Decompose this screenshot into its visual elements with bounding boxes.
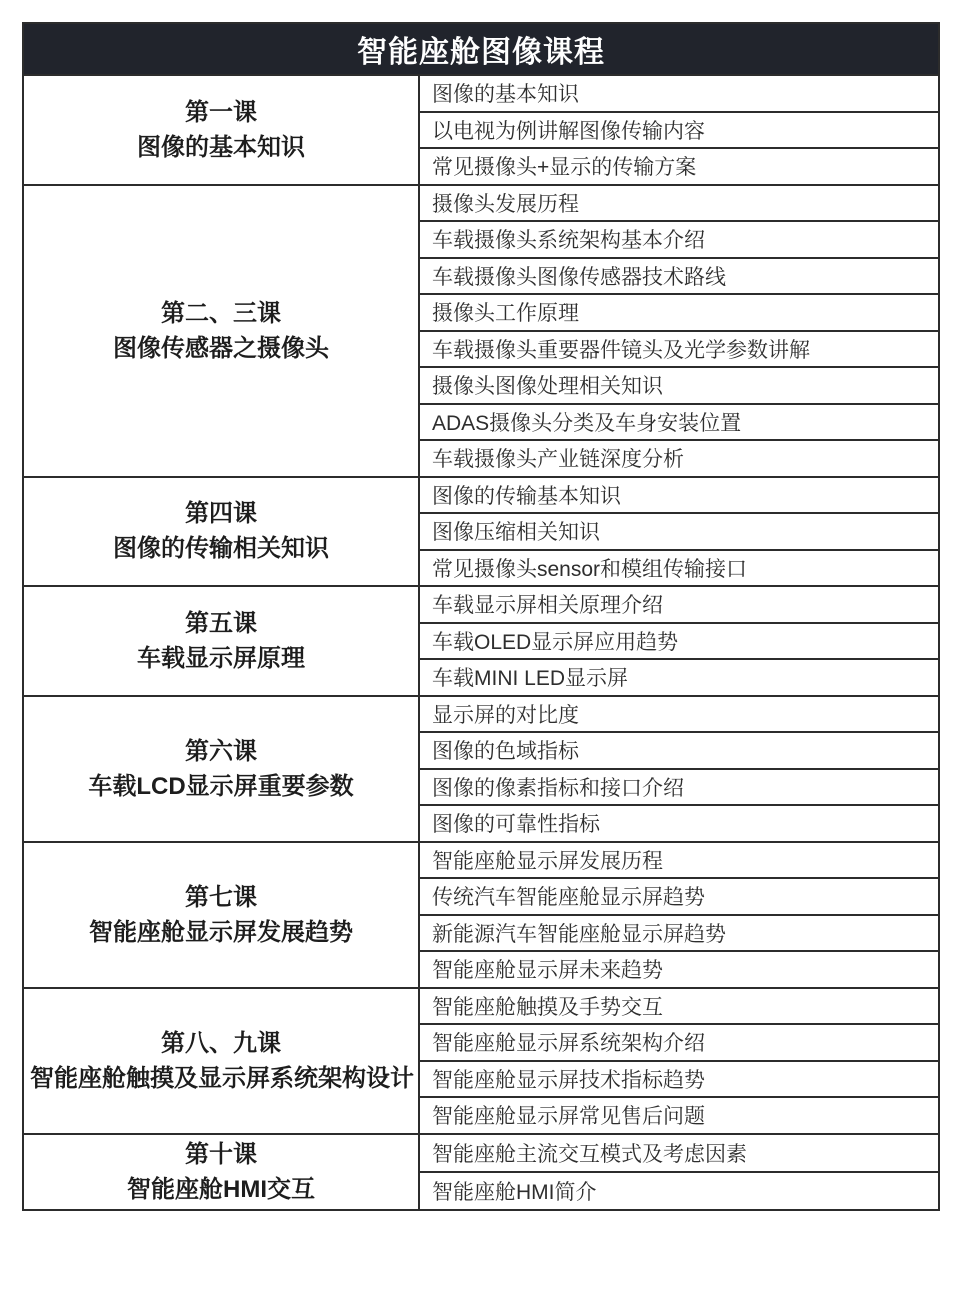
page-title: 智能座舱图像课程 (23, 23, 939, 75)
header-row (23, 23, 939, 75)
lesson-title-line: 第六课 (185, 737, 257, 765)
lesson-title-line: 智能座舱显示屏发展趋势 (89, 918, 353, 946)
table-row (23, 1134, 939, 1172)
topic-cell: 图像的可靠性指标 (419, 805, 939, 842)
lesson-cell (23, 586, 419, 696)
lesson-title-line: 第四课 (185, 500, 257, 528)
topic-cell: 车载摄像头图像传感器技术路线 (419, 258, 939, 295)
lesson-cell (23, 185, 419, 477)
course-table-body (23, 75, 939, 1210)
lesson-title-line: 第十课 (185, 1140, 257, 1168)
topic-cell: ADAS摄像头分类及车身安装位置 (419, 404, 939, 441)
table-row (23, 842, 939, 879)
lesson-title-line: 智能座舱触摸及显示屏系统架构设计 (30, 1064, 414, 1092)
topic-cell: 车载摄像头产业链深度分析 (419, 440, 939, 477)
topic-cell: 图像的基本知识 (419, 75, 939, 112)
lesson-title-line: 车载显示屏原理 (137, 644, 305, 672)
topic-cell: 摄像头发展历程 (419, 185, 939, 222)
lesson-title-line: 第二、三课 (161, 299, 281, 327)
topic-cell: 摄像头图像处理相关知识 (419, 367, 939, 404)
lesson-cell (23, 75, 419, 185)
lesson-title-line: 智能座舱HMI交互 (127, 1175, 315, 1203)
table-row (23, 75, 939, 112)
topic-cell: 智能座舱显示屏常见售后问题 (419, 1097, 939, 1134)
table-row (23, 696, 939, 733)
lesson-title-line: 第八、九课 (161, 1029, 281, 1057)
lesson-title-line: 车载LCD显示屏重要参数 (88, 772, 354, 800)
lesson-title-line: 第一课 (185, 98, 257, 126)
topic-cell: 智能座舱显示屏发展历程 (419, 842, 939, 879)
course-table (22, 22, 940, 1211)
topic-cell: 智能座舱主流交互模式及考虑因素 (419, 1134, 939, 1172)
table-row (23, 988, 939, 1025)
lesson-cell (23, 477, 419, 587)
topic-cell: 智能座舱触摸及手势交互 (419, 988, 939, 1025)
topic-cell: 车载MINI LED显示屏 (419, 659, 939, 696)
topic-cell: 新能源汽车智能座舱显示屏趋势 (419, 915, 939, 952)
topic-cell: 常见摄像头+显示的传输方案 (419, 148, 939, 185)
topic-cell: 图像的像素指标和接口介绍 (419, 769, 939, 806)
lesson-title-line: 第五课 (185, 609, 257, 637)
lesson-title-line: 图像的传输相关知识 (113, 535, 329, 563)
topic-cell: 车载显示屏相关原理介绍 (419, 586, 939, 623)
topic-cell: 摄像头工作原理 (419, 294, 939, 331)
topic-cell: 智能座舱显示屏系统架构介绍 (419, 1024, 939, 1061)
topic-cell: 以电视为例讲解图像传输内容 (419, 112, 939, 149)
topic-cell: 车载OLED显示屏应用趋势 (419, 623, 939, 660)
lesson-title-line: 图像传感器之摄像头 (113, 334, 329, 362)
topic-cell: 传统汽车智能座舱显示屏趋势 (419, 878, 939, 915)
lesson-cell (23, 1134, 419, 1210)
topic-cell: 智能座舱HMI简介 (419, 1172, 939, 1210)
topic-cell: 车载摄像头系统架构基本介绍 (419, 221, 939, 258)
topic-cell: 智能座舱显示屏未来趋势 (419, 951, 939, 988)
lesson-cell (23, 842, 419, 988)
topic-cell: 图像的色域指标 (419, 732, 939, 769)
lesson-title-line: 图像的基本知识 (137, 133, 305, 161)
topic-cell: 车载摄像头重要器件镜头及光学参数讲解 (419, 331, 939, 368)
table-row (23, 185, 939, 222)
lesson-cell (23, 988, 419, 1134)
lesson-title-line: 第七课 (185, 883, 257, 911)
topic-cell: 常见摄像头sensor和模组传输接口 (419, 550, 939, 587)
table-row (23, 586, 939, 623)
table-row (23, 477, 939, 514)
topic-cell: 图像压缩相关知识 (419, 513, 939, 550)
topic-cell: 智能座舱显示屏技术指标趋势 (419, 1061, 939, 1098)
lesson-cell (23, 696, 419, 842)
topic-cell: 显示屏的对比度 (419, 696, 939, 733)
topic-cell: 图像的传输基本知识 (419, 477, 939, 514)
